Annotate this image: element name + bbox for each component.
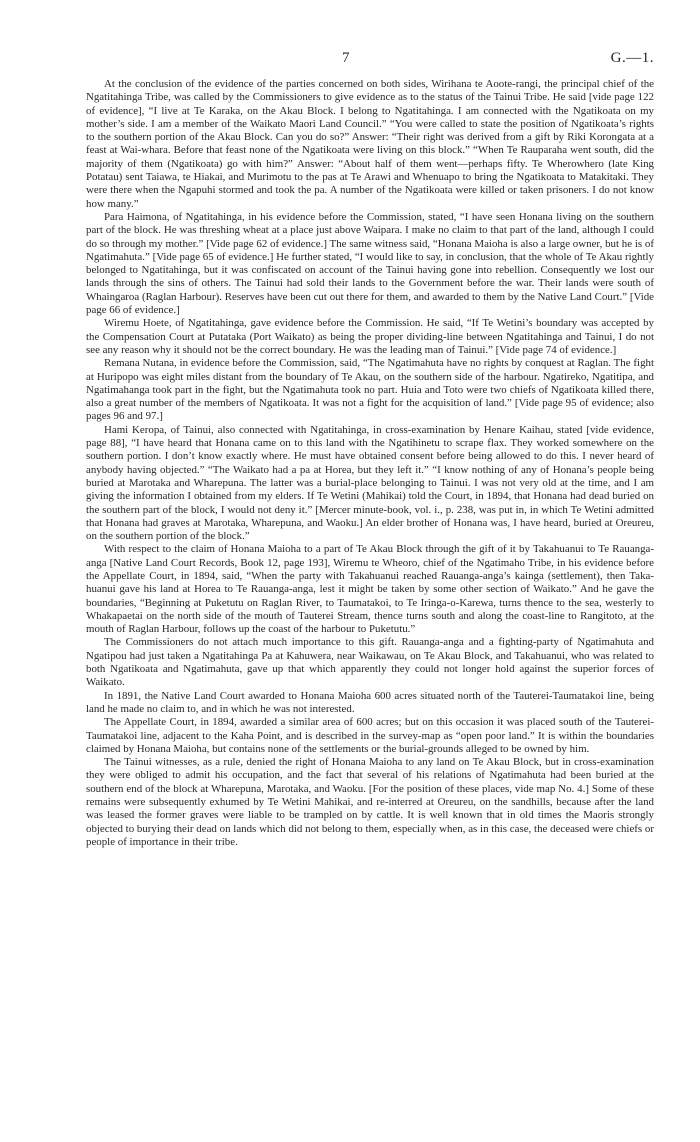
page-header: [86, 48, 654, 78]
paragraph: The Tainui witnesses, as a rule, denied the right of Honana Maioha to any land on Te Akau Block, but in cross-examination they were obliged to admit his occupation, and the fact that several of his relations of Ngatimahuta had been buried at the southern end of the block at Wharepuna, Marotaka, and Waoku. [For the position of these places, vide map No. 4.] Some of these remains were subsequently exhumed by Te Wetini Mahikai, and re-interred at Oreureu, on the sandhills, because after the land was leased the former graves were liable to be trampled on by cattle. It is well known that in old times the Maoris strongly objected to burying their dead on lands which did not belong to them, especially when, as in this case, the deceased were chiefs or people of importance in their tribe.: [86, 756, 654, 848]
document-reference: G.—1.: [610, 50, 654, 66]
paragraph: The Appellate Court, in 1894, awarded a similar area of 600 acres; but on this occasion it was placed south of the Tauterei-Taumatakoi line, adjacent to the Kaha Point, and is described in the survey-map as “open poor land.” It is within the boundaries claimed by Honana Maioha, but contains none of the settlements or the burial-grounds alleged to be owned by him.: [86, 716, 654, 755]
paragraph: Remana Nutana, in evidence before the Commission, said, “The Ngatimahuta have no rights by conquest at Raglan. The fight at Huripopo was eight miles distant from the boundary of Te Akau, on the southern side of the harbour. Ngatireko, Ngatitipa, and Ngatimahanga took part in the fight, but the Ngatimahuta took no part. Huia and Toto were two chiefs of Ngatikoata killed there, also a great number of the members of Ngatikoata. It was not a fight for the acquisition of land.” [Vide page 95 of evidence; also pages 96 and 97.]: [86, 357, 654, 423]
paragraph: At the conclusion of the evidence of the parties concerned on both sides, Wirihana te Aoote-rangi, the principal chief of the Ngatitahinga Tribe, was called by the Commissioners to give evidence as to the status of the Tainui Tribe. He said [vide page 122 of evidence], “I live at Te Karaka, on the Akau Block. I belong to Ngatitahinga. I am connected with the Ngatikoata on my mother’s side. I am a member of the Waikato Maori Land Council.” “You were called to state the position of Ngatikoata’s rights to the southern portion of the Akau Block. Can you do so?” Answer: “Their right was derived from a gift by Riki Korongata at a feast at Wai-whara. Before that feast none of the Ngatikoata were living on this block.” “When Te Rauparaha went south, did the majority of them (Ngatikoata) go with him?” Answer: “About half of them went—perhaps fifty. Te Wherowhero (late King Potatau) sent Taiawa, te Hiakai, and Murimotu to the pas at Te Arawi and Whenuapo to bring the Ngatikoata to Matakitaki. They were there when the Ngapuhi stormed and took the pa. A number of the Ngatikoata were killed or taken prisoners. I do not know how many.”: [86, 78, 654, 210]
paragraph: Hami Keropa, of Tainui, also connected with Ngatitahinga, in cross-examination by Henare Kaihau, stated [vide evidence, page 88], “I have heard that Honana came on to this land with the Ngatihinetu to scrape flax. They worked somewhere on the southern portion. I don’t know exactly where. He must have obtained consent before being allowed to do this. I never heard of anybody having objected.” “The Waikato had a pa at Horea, but they left it.” “I know nothing of any of Honana’s people being buried at Marotaka and Wharepuna. The latter was a burial-place belonging to Tainui. I was not very old at the time, and I am giving the information I obtained from my elders. If Te Wetini (Mahikai) told the Court, in 1894, that Honana had dead buried on the southern part of the block, I would not deny it.” [Mercer minute-book, vol. i., p. 238, was put in, in which Te Wetini admitted that Honana had graves at Marotaka, Wharepuna, and Waoku.] An elder brother of Honana was, I have heard, buried at Oreureu, on the southern portion of the block.”: [86, 423, 654, 543]
paragraph: Para Haimona, of Ngatitahinga, in his evidence before the Commission, stated, “I have seen Honana living on the southern part of the block. He was threshing wheat at a place just above Waipara. I make no claim to that part of the land, although I could do so through my mother.” [Vide page 62 of evidence.] The same witness said, “Honana Maioha is also a large owner, but he is of Ngatimahuta.” [Vide page 65 of evidence.] He further stated, “I would like to say, in conclusion, that the whole of Te Akau rightly belonged to Ngatitahinga, but it was confiscated on account of the Tainui having gone into rebellion. Consequently we lost our lands through the sins of others. The Tainui had sold their lands to the Government before the war. Their lands were south of Whaingaroa (Raglan Harbour). Reserves have been cut out there for them, and awarded to them by the Native Land Court.” [Vide page 66 of evidence.]: [86, 210, 654, 317]
paragraph: The Commissioners do not attach much importance to this gift. Rauanga-anga and a fighting-party of Ngatimahuta and Ngatipou had just taken a Ngatitahinga Pa at Kahuwera, near Waikawau, on Te Akau Block, and Takahuanui, who was related to both Ngatikoata and Ngatimahuta, gave up that which apparently they could not longer hold against the superior forces of Waikato.: [86, 636, 654, 689]
paragraph: In 1891, the Native Land Court awarded to Honana Maioha 600 acres situated north of the Tauterei-Taumatakoi line, being land he made no claim to, and in which he was not interested.: [86, 689, 654, 715]
paragraph: With respect to the claim of Honana Maioha to a part of Te Akau Block through the gift of it by Takahuanui to Te Rauanga-anga [Native Land Court Records, Book 12, page 193], Wiremu te Wheoro, chief of the Ngatimaho Tribe, in his evidence before the Appellate Court, in 1894, said, “When the party with Takahuanui reached Rauanga-anga’s kainga (settlement), then Taka-huanui gave his land at Horea to Te Rauanga-anga, lest it might be taken by some other section of Waikato.” And he gave the boundaries, “Beginning at Puketutu on Raglan River, to Taumatakoi, to Te Iringa-o-Karewa, turns thence to the sea, westerly to Whakapaetai on the north side of the mouth of Tauterei Stream, thence turns south and along the coast-line to Rangitoto, at the mouth of Raglan Harbour, follows up the coast of the harbour to Puketutu.”: [86, 543, 654, 636]
paragraph: Wiremu Hoete, of Ngatitahinga, gave evidence before the Commission. He said, “If Te Wetini’s boundary was accepted by the Compensation Court at Putataka (Port Waikato) as being the proper dividing-line between Ngatitahinga and Tainui, I do not see any reason why it should not be the correct boundary. He was the leading man of Tainui.” [Vide page 74 of evidence.]: [86, 317, 654, 356]
page-number: 7: [342, 50, 350, 66]
body-text: [86, 78, 654, 849]
